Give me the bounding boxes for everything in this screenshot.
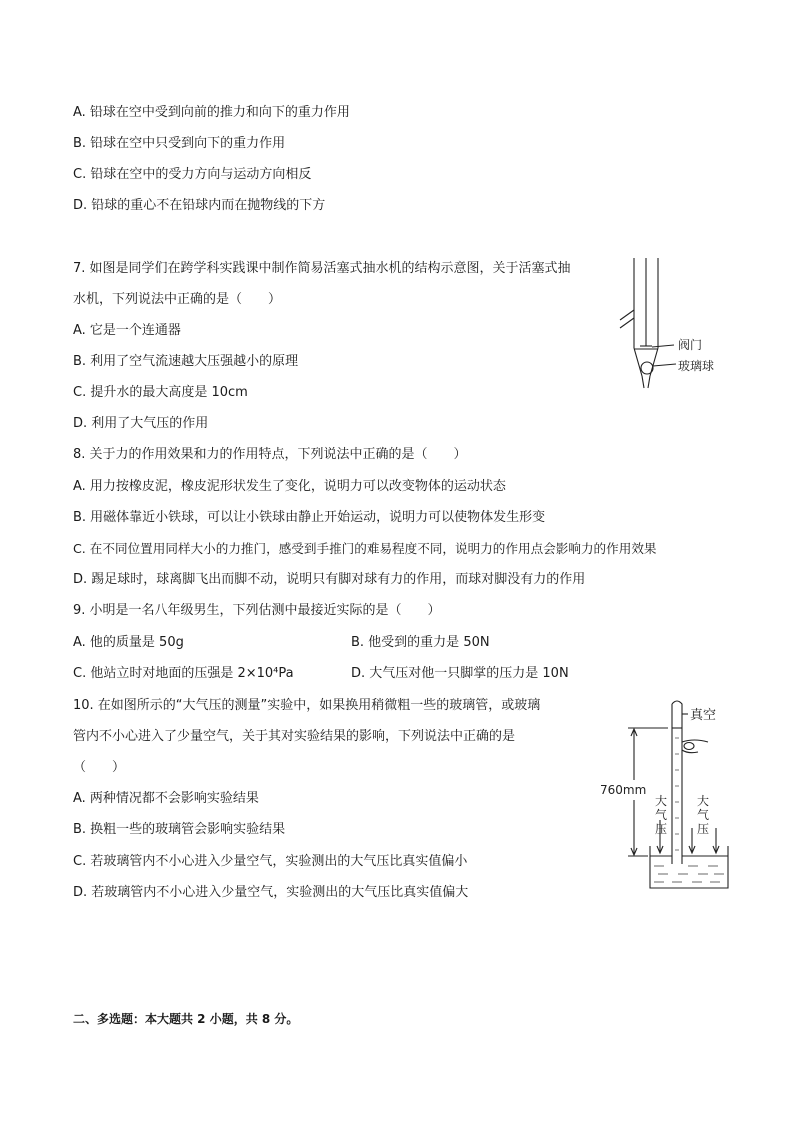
q10-pressure-right-char1: 大 — [697, 794, 710, 808]
section2-heading: 二、多选题：本大题共 2 小题，共 8 分。 — [73, 1012, 299, 1026]
q10-stem-line2: 管内不小心进入了少量空气，关于其对实验结果的影响，下列说法中正确的是 — [73, 729, 516, 744]
q10-option-b: B. 换粗一些的玻璃管会影响实验结果 — [73, 822, 286, 837]
q10-stem-line3: （ ） — [73, 760, 126, 775]
q7-stem-line2: 水机，下列说法中正确的是（ ） — [73, 292, 282, 307]
q6-option-a: A. 铅球在空中受到向前的推力和向下的重力作用 — [73, 105, 350, 120]
q10-stem-line1: 10. 在如图所示的“大气压的测量”实验中，如果换用稍微粗一些的玻璃管，或玻璃 — [73, 698, 541, 713]
q9-option-d: D. 大气压对他一只脚掌的压力是 10N — [351, 666, 569, 681]
q7-option-b: B. 利用了空气流速越大压强越小的原理 — [73, 354, 299, 369]
q8-stem: 8. 关于力的作用效果和力的作用特点，下列说法中正确的是（ ） — [73, 447, 467, 462]
q8-option-c: C. 在不同位置用同样大小的力推门，感受到手推门的难易程度不同，说明力的作用点会影响力的作用效果 — [73, 541, 657, 556]
q10-option-c: C. 若玻璃管内不小心进入少量空气，实验测出的大气压比真实值偏小 — [73, 854, 468, 869]
q7-option-a: A. 它是一个连通器 — [73, 323, 181, 338]
q6-option-d: D. 铅球的重心不在铅球内而在抛物线的下方 — [73, 198, 326, 213]
q8-option-d: D. 踢足球时，球离脚飞出而脚不动，说明只有脚对球有力的作用，而球对脚没有力的作用 — [73, 572, 586, 587]
q10-pressure-left-char1: 大 — [655, 794, 668, 808]
q7-pump-figure — [612, 258, 732, 398]
q7-option-d: D. 利用了大气压的作用 — [73, 416, 209, 431]
q10-label-height: 760mm — [600, 783, 647, 797]
q7-option-c: C. 提升水的最大高度是 10cm — [73, 385, 248, 400]
q8-option-a: A. 用力按橡皮泥，橡皮泥形状发生了变化，说明力可以改变物体的运动状态 — [73, 479, 506, 494]
q9-stem: 9. 小明是一名八年级男生，下列估测中最接近实际的是（ ） — [73, 603, 441, 618]
q9-option-a: A. 他的质量是 50g — [73, 635, 184, 650]
q7-stem-line1: 7. 如图是同学们在跨学科实践课中制作简易活塞式抽水机的结构示意图，关于活塞式抽 — [73, 261, 571, 276]
q10-option-a: A. 两种情况都不会影响实验结果 — [73, 791, 259, 806]
q7-label-ball: 玻璃球 — [678, 359, 715, 373]
q10-pressure-right-char2: 气 — [697, 808, 710, 822]
q10-pressure-right-char3: 压 — [697, 822, 710, 836]
q10-label-vacuum: 真空 — [690, 708, 717, 723]
q10-option-d: D. 若玻璃管内不小心进入少量空气，实验测出的大气压比真实值偏大 — [73, 885, 469, 900]
q7-label-valve: 阀门 — [678, 338, 703, 352]
q6-option-b: B. 铅球在空中只受到向下的重力作用 — [73, 136, 286, 151]
q9-option-b: B. 他受到的重力是 50N — [351, 635, 490, 650]
q10-torricelli-figure — [598, 698, 738, 894]
q9-option-c: C. 他站立时对地面的压强是 2×10⁴Pa — [73, 666, 294, 681]
q10-pressure-left-char3: 压 — [655, 822, 668, 836]
q8-option-b: B. 用磁体靠近小铁球，可以让小铁球由静止开始运动，说明力可以使物体发生形变 — [73, 510, 546, 525]
q6-option-c: C. 铅球在空中的受力方向与运动方向相反 — [73, 167, 312, 182]
q10-pressure-left-char2: 气 — [655, 808, 668, 822]
